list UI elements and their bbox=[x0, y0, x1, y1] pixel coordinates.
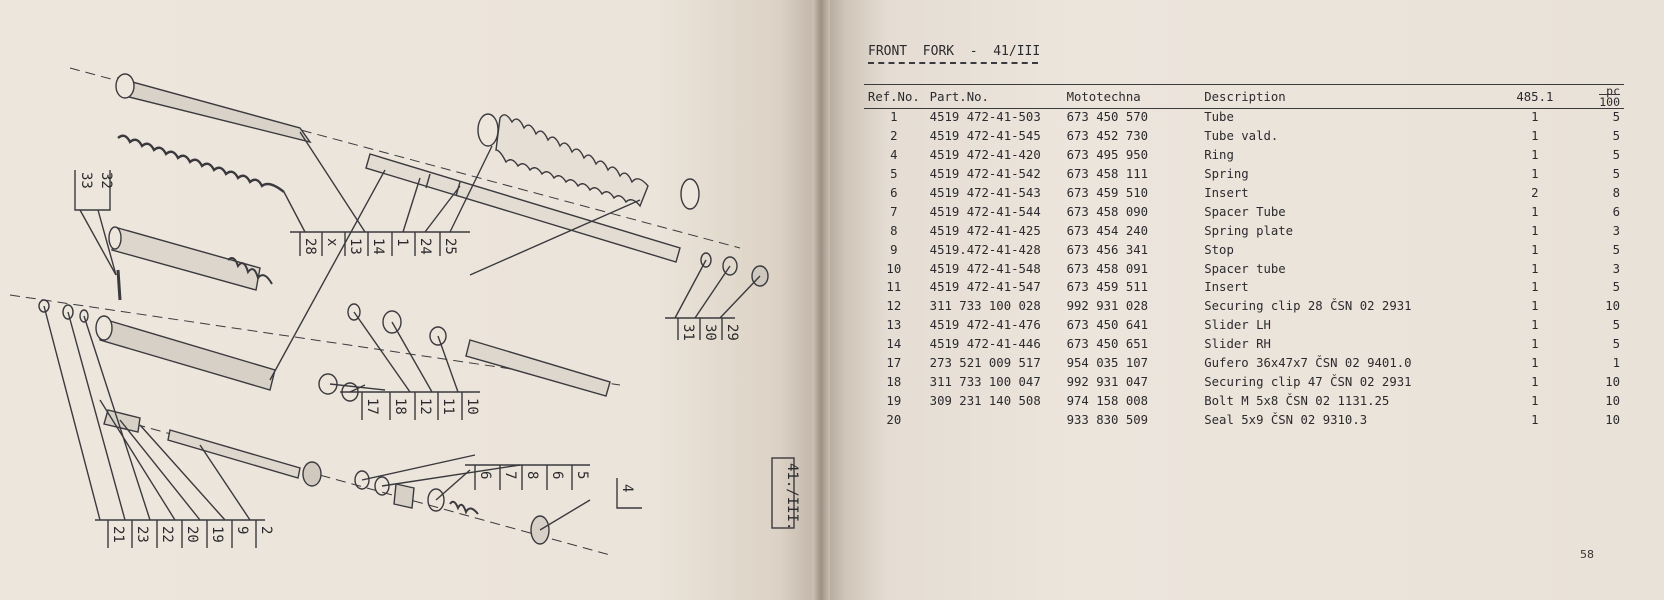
table-row bbox=[864, 221, 1624, 240]
callout-label: 25 bbox=[442, 238, 458, 255]
table-row bbox=[864, 202, 1624, 221]
callout-label: 24 bbox=[417, 238, 433, 255]
cell-pc: 5 bbox=[1612, 280, 1620, 295]
header-mototechna: Mototechna bbox=[1066, 90, 1141, 104]
cell-part: 4519 472-41-545 bbox=[929, 129, 1041, 144]
header-ref-no: Ref.No. bbox=[867, 90, 920, 104]
cell-moto: 673 450 641 bbox=[1066, 318, 1149, 333]
cell-pc: 10 bbox=[1605, 299, 1620, 314]
cell-qty: 1 bbox=[1531, 280, 1539, 295]
cell-desc: Securing clip 47 ČSN 02 2931 bbox=[1204, 374, 1412, 389]
cell-part: 4519 472-41-446 bbox=[929, 337, 1041, 352]
page-title: FRONT FORK - 41/III bbox=[868, 44, 1041, 59]
cell-ref: 9 bbox=[890, 242, 898, 257]
cell-moto: 673 495 950 bbox=[1066, 148, 1149, 163]
callout-label: 6 bbox=[549, 471, 565, 480]
cell-moto: 974 158 008 bbox=[1066, 393, 1149, 408]
parts-table-header bbox=[864, 86, 1624, 108]
damper-assembly-part bbox=[112, 228, 260, 290]
cell-pc: 8 bbox=[1612, 186, 1620, 200]
cell-desc: Insert bbox=[1204, 280, 1249, 295]
table-row bbox=[864, 127, 1624, 146]
callout-label: 8 bbox=[524, 471, 540, 480]
cell-desc: Slider RH bbox=[1204, 337, 1271, 352]
cell-moto: 992 931 047 bbox=[1066, 374, 1149, 389]
cell-qty: 1 bbox=[1531, 204, 1539, 219]
header-pc-bottom: 100 bbox=[1599, 95, 1620, 109]
cell-desc: Bolt M 5x8 ČSN 02 1131.25 bbox=[1204, 393, 1390, 408]
cell-pc: 5 bbox=[1612, 318, 1620, 333]
cell-pc: 1 bbox=[1612, 356, 1620, 371]
callout-label: 21 bbox=[110, 526, 126, 543]
table-row bbox=[864, 316, 1624, 335]
cell-ref: 8 bbox=[890, 223, 898, 238]
cell-ref: 4 bbox=[890, 148, 898, 163]
cell-pc: 5 bbox=[1612, 110, 1620, 125]
cell-ref: 7 bbox=[890, 204, 898, 219]
cell-ref: 2 bbox=[890, 129, 898, 144]
cell-ref: 17 bbox=[886, 356, 902, 371]
cell-ref: 18 bbox=[886, 374, 902, 389]
callout-label: 30 bbox=[702, 324, 718, 341]
cell-moto: 673 459 510 bbox=[1066, 186, 1149, 200]
cell-part: 273 521 009 517 bbox=[929, 356, 1041, 371]
cell-desc: Spacer Tube bbox=[1204, 204, 1286, 219]
cell-part: 311 733 100 028 bbox=[929, 299, 1041, 314]
cell-part: 309 231 140 508 bbox=[929, 393, 1041, 408]
page-number: 58 bbox=[1580, 548, 1594, 561]
exploded-fork-diagram bbox=[0, 0, 820, 600]
upper-slider-part bbox=[118, 78, 310, 142]
cell-ref: 1 bbox=[890, 110, 898, 125]
cell-part: 4519 472-41-548 bbox=[929, 261, 1041, 276]
cell-ref: 19 bbox=[886, 393, 902, 408]
table-row bbox=[864, 372, 1624, 391]
cell-pc: 5 bbox=[1612, 148, 1620, 163]
cell-ref: 11 bbox=[886, 280, 902, 295]
callout-label: 32 bbox=[98, 172, 114, 189]
callout-label: 6 bbox=[477, 471, 493, 480]
cell-moto: 933 830 509 bbox=[1066, 412, 1149, 427]
cell-part: 4519 472-41-476 bbox=[929, 318, 1041, 333]
cell-moto: 673 454 240 bbox=[1066, 223, 1149, 238]
callout-label: 23 bbox=[134, 526, 150, 543]
header-pc-100 bbox=[1569, 86, 1624, 108]
callout-label: 18 bbox=[392, 398, 408, 415]
cell-moto: 673 452 730 bbox=[1066, 129, 1149, 144]
callout-label: 14 bbox=[370, 238, 386, 255]
callout-label: 5 bbox=[574, 471, 590, 480]
cell-moto: 673 450 570 bbox=[1066, 110, 1149, 125]
cell-desc: Seal 5x9 ČSN 02 9310.3 bbox=[1204, 412, 1368, 427]
cell-part: 4519 472-41-544 bbox=[929, 204, 1041, 219]
cell-qty: 1 bbox=[1531, 337, 1539, 352]
cell-desc: Securing clip 28 ČSN 02 2931 bbox=[1204, 299, 1412, 314]
cell-moto: 673 459 511 bbox=[1066, 280, 1149, 295]
table-row bbox=[864, 240, 1624, 259]
cell-desc: Spring bbox=[1204, 167, 1249, 182]
cell-qty: 1 bbox=[1531, 318, 1539, 333]
cell-qty: 1 bbox=[1531, 129, 1539, 144]
cell-moto: 673 458 111 bbox=[1066, 167, 1149, 182]
cell-qty: 1 bbox=[1531, 110, 1539, 125]
cell-qty: 1 bbox=[1531, 393, 1539, 408]
callout-label: 10 bbox=[464, 398, 480, 415]
cell-desc: Insert bbox=[1204, 186, 1249, 200]
cell-qty: 1 bbox=[1531, 299, 1539, 314]
cell-qty: 1 bbox=[1531, 242, 1539, 257]
callout-label: 9 bbox=[234, 526, 250, 535]
table-row bbox=[864, 165, 1624, 184]
cell-ref: 6 bbox=[890, 186, 898, 200]
bolt-part bbox=[118, 270, 120, 300]
cell-part: 4519 472-41-547 bbox=[929, 280, 1041, 295]
cell-pc: 3 bbox=[1612, 223, 1620, 238]
cell-qty: 1 bbox=[1531, 223, 1539, 238]
table-row bbox=[864, 184, 1624, 203]
callout-label: 31 bbox=[680, 324, 696, 341]
rubber-gaiter-part bbox=[496, 115, 648, 206]
callout-label: 29 bbox=[724, 324, 740, 341]
callout-label: 22 bbox=[159, 526, 175, 543]
cell-moto: 673 456 341 bbox=[1066, 242, 1149, 257]
cell-part: 311 733 100 047 bbox=[929, 374, 1041, 389]
cell-ref: 10 bbox=[886, 261, 902, 276]
callout-label: 20 bbox=[184, 526, 200, 543]
table-row bbox=[864, 146, 1624, 165]
cell-part: 4519 472-41-543 bbox=[929, 186, 1041, 200]
cell-pc: 5 bbox=[1612, 337, 1620, 352]
callout-label: 4 bbox=[619, 484, 635, 493]
main-spring-part bbox=[118, 136, 284, 192]
title-underline bbox=[868, 62, 1038, 64]
cell-qty: 2 bbox=[1531, 186, 1539, 200]
cell-part: 4519 472-41-420 bbox=[929, 148, 1041, 163]
cell-pc: 10 bbox=[1605, 393, 1620, 408]
cell-moto: 673 450 651 bbox=[1066, 337, 1149, 352]
cell-desc: Stop bbox=[1204, 242, 1234, 257]
callout-label: 17 bbox=[364, 398, 380, 415]
cell-qty: 1 bbox=[1531, 261, 1539, 276]
cell-part: 4519.472-41-428 bbox=[929, 242, 1041, 257]
plate-label: 41./III. bbox=[784, 463, 800, 531]
table-row bbox=[864, 259, 1624, 278]
table-row bbox=[864, 278, 1624, 297]
table-row bbox=[864, 335, 1624, 354]
cell-pc: 10 bbox=[1605, 374, 1620, 389]
table-row bbox=[864, 108, 1624, 127]
cell-desc: Gufero 36x47x7 ČSN 02 9401.0 bbox=[1204, 356, 1412, 371]
table-row bbox=[864, 410, 1624, 429]
cell-moto: 673 458 091 bbox=[1066, 261, 1149, 276]
cell-moto: 992 931 028 bbox=[1066, 299, 1149, 314]
table-row bbox=[864, 391, 1624, 410]
table-row bbox=[864, 354, 1624, 373]
cell-pc: 5 bbox=[1612, 167, 1620, 182]
cell-qty: 1 bbox=[1531, 374, 1539, 389]
table-top-rule bbox=[864, 84, 1624, 85]
cell-desc: Ring bbox=[1204, 148, 1234, 163]
cell-desc: Tube bbox=[1204, 110, 1234, 125]
cell-part: 4519 472-41-542 bbox=[929, 167, 1041, 182]
cell-desc: Spacer tube bbox=[1204, 261, 1286, 276]
table-row bbox=[864, 297, 1624, 316]
callout-label: 1 bbox=[394, 238, 410, 247]
cell-ref: 12 bbox=[886, 299, 902, 314]
cell-ref: 5 bbox=[890, 167, 898, 182]
cell-pc: 10 bbox=[1605, 412, 1620, 427]
fork-tube-part bbox=[366, 154, 680, 262]
callout-label: x bbox=[324, 238, 340, 247]
cell-desc: Tube vald. bbox=[1204, 129, 1279, 144]
callout-label: 19 bbox=[209, 526, 225, 543]
callout-label: 12 bbox=[417, 398, 433, 415]
cell-qty: 1 bbox=[1531, 167, 1539, 182]
cell-desc: Spring plate bbox=[1204, 223, 1294, 238]
cell-ref: 20 bbox=[886, 412, 902, 427]
cell-pc: 5 bbox=[1612, 129, 1620, 144]
cell-ref: 14 bbox=[886, 337, 902, 352]
cell-qty: 1 bbox=[1531, 412, 1539, 427]
cell-part bbox=[924, 410, 1067, 429]
callout-label: 2 bbox=[258, 526, 274, 535]
cell-qty: 1 bbox=[1531, 148, 1539, 163]
cell-pc: 5 bbox=[1612, 242, 1620, 257]
cell-desc: Slider LH bbox=[1204, 318, 1271, 333]
callout-label: 7 bbox=[502, 471, 518, 480]
header-description: Description bbox=[1204, 90, 1286, 104]
callout-label: 13 bbox=[347, 238, 363, 255]
parts-table bbox=[864, 86, 1624, 429]
cell-qty: 1 bbox=[1531, 356, 1539, 371]
lower-slider-part bbox=[100, 318, 275, 390]
callout-label: 33 bbox=[78, 172, 94, 189]
cell-moto: 673 458 090 bbox=[1066, 204, 1149, 219]
header-part-no: Part.No. bbox=[929, 90, 989, 104]
cell-part: 4519 472-41-503 bbox=[929, 110, 1041, 125]
cell-pc: 3 bbox=[1612, 261, 1620, 276]
cell-pc: 6 bbox=[1612, 204, 1620, 219]
header-pc-top: pc bbox=[1606, 84, 1620, 98]
cell-part: 4519 472-41-425 bbox=[929, 223, 1041, 238]
cell-ref: 13 bbox=[886, 318, 902, 333]
cell-moto: 954 035 107 bbox=[1066, 356, 1149, 371]
header-quantity-485: 485.1 bbox=[1516, 90, 1554, 104]
callout-label: 28 bbox=[302, 238, 318, 255]
callout-label: 11 bbox=[440, 398, 456, 415]
